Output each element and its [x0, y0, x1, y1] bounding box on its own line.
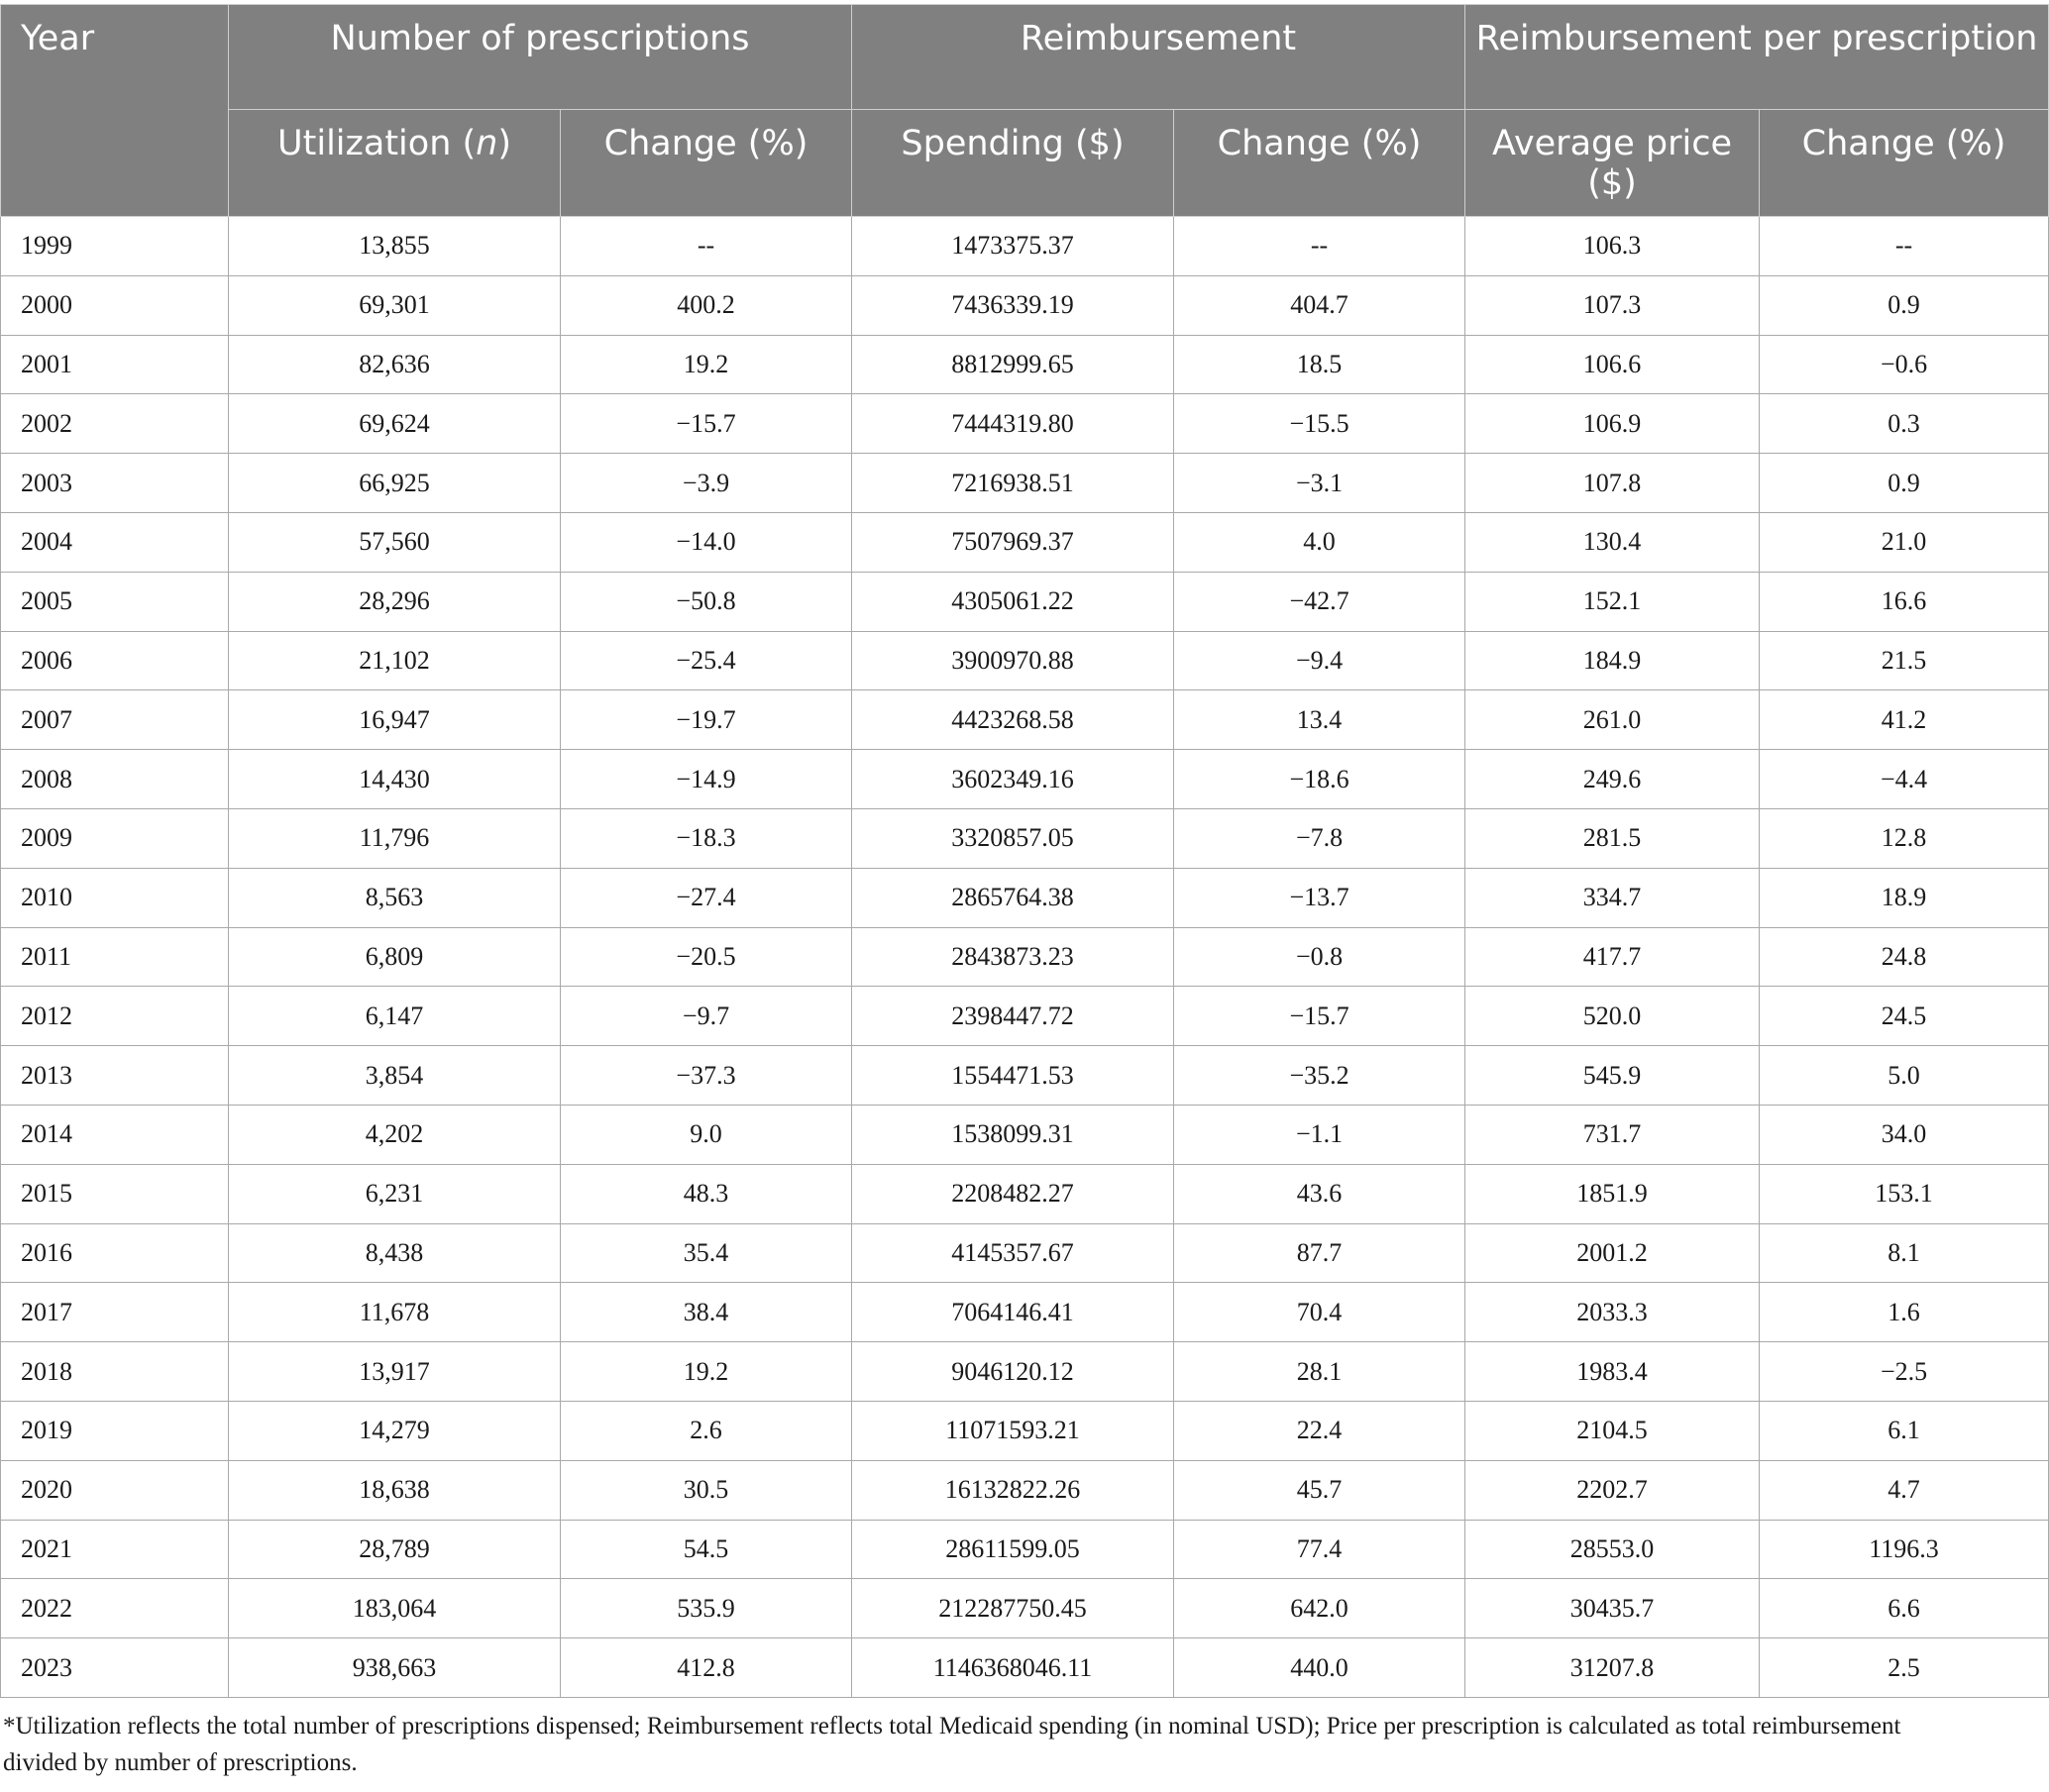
average-price-cell: 184.9	[1465, 631, 1760, 690]
table-row	[1, 572, 2049, 631]
table-row	[1, 868, 2049, 927]
table-row	[1, 275, 2049, 335]
spending-cell: 28611599.05	[852, 1520, 1174, 1579]
utilization-cell: 8,563	[229, 868, 561, 927]
year-cell: 2002	[1, 394, 229, 454]
average-price-cell: 2033.3	[1465, 1283, 1760, 1342]
table-row	[1, 512, 2049, 572]
year-cell: 2008	[1, 750, 229, 809]
utilization-change-cell: −3.9	[561, 454, 852, 513]
spending-cell: 3602349.16	[852, 750, 1174, 809]
table-row	[1, 1342, 2049, 1402]
spending-change-cell: 87.7	[1174, 1223, 1465, 1283]
spending-cell: 1538099.31	[852, 1105, 1174, 1164]
spending-change-cell: 28.1	[1174, 1342, 1465, 1402]
prescription-table	[0, 4, 2049, 1698]
table-row	[1, 1223, 2049, 1283]
header-utilization-italic: n	[476, 124, 498, 163]
average-price-cell: 130.4	[1465, 512, 1760, 572]
table-row	[1, 750, 2049, 809]
average-price-cell: 107.3	[1465, 275, 1760, 335]
utilization-cell: 69,301	[229, 275, 561, 335]
utilization-change-cell: 412.8	[561, 1638, 852, 1698]
spending-change-cell: 18.5	[1174, 335, 1465, 394]
table-row	[1, 690, 2049, 750]
year-cell: 2013	[1, 1046, 229, 1106]
header-change-reimbursement: Change (%)	[1174, 110, 1465, 217]
utilization-change-cell: −14.9	[561, 750, 852, 809]
spending-cell: 1554471.53	[852, 1046, 1174, 1106]
utilization-cell: 183,064	[229, 1579, 561, 1638]
year-cell: 2007	[1, 690, 229, 750]
spending-change-cell: 22.4	[1174, 1401, 1465, 1460]
utilization-change-cell: −18.3	[561, 808, 852, 868]
average-price-cell: 152.1	[1465, 572, 1760, 631]
table-row	[1, 1520, 2049, 1579]
price-change-cell: 24.5	[1760, 987, 2049, 1046]
spending-change-cell: −15.7	[1174, 987, 1465, 1046]
spending-change-cell: 440.0	[1174, 1638, 1465, 1698]
spending-change-cell: --	[1174, 217, 1465, 276]
table-header	[1, 5, 2049, 217]
spending-cell: 7444319.80	[852, 394, 1174, 454]
year-cell: 2016	[1, 1223, 229, 1283]
spending-change-cell: 4.0	[1174, 512, 1465, 572]
spending-cell: 2398447.72	[852, 987, 1174, 1046]
spending-cell: 7507969.37	[852, 512, 1174, 572]
utilization-cell: 28,789	[229, 1520, 561, 1579]
spending-change-cell: −0.8	[1174, 927, 1465, 987]
year-cell: 2015	[1, 1164, 229, 1223]
table-row	[1, 631, 2049, 690]
utilization-cell: 6,231	[229, 1164, 561, 1223]
utilization-cell: 18,638	[229, 1460, 561, 1520]
table-container	[0, 4, 2049, 1781]
average-price-cell: 545.9	[1465, 1046, 1760, 1106]
utilization-change-cell: 48.3	[561, 1164, 852, 1223]
year-cell: 2006	[1, 631, 229, 690]
year-cell: 1999	[1, 217, 229, 276]
spending-cell: 4423268.58	[852, 690, 1174, 750]
year-cell: 2023	[1, 1638, 229, 1698]
spending-change-cell: −7.8	[1174, 808, 1465, 868]
header-utilization-post: )	[497, 124, 511, 163]
price-change-cell: 12.8	[1760, 808, 2049, 868]
utilization-change-cell: 9.0	[561, 1105, 852, 1164]
price-change-cell: 2.5	[1760, 1638, 2049, 1698]
spending-cell: 1146368046.11	[852, 1638, 1174, 1698]
spending-change-cell: 77.4	[1174, 1520, 1465, 1579]
average-price-cell: 334.7	[1465, 868, 1760, 927]
spending-cell: 7216938.51	[852, 454, 1174, 513]
utilization-change-cell: −25.4	[561, 631, 852, 690]
year-cell: 2011	[1, 927, 229, 987]
price-change-cell: 6.6	[1760, 1579, 2049, 1638]
price-change-cell: 0.3	[1760, 394, 2049, 454]
spending-cell: 3320857.05	[852, 808, 1174, 868]
price-change-cell: −2.5	[1760, 1342, 2049, 1402]
spending-cell: 16132822.26	[852, 1460, 1174, 1520]
year-cell: 2021	[1, 1520, 229, 1579]
utilization-change-cell: 535.9	[561, 1579, 852, 1638]
spending-change-cell: 45.7	[1174, 1460, 1465, 1520]
spending-cell: 4145357.67	[852, 1223, 1174, 1283]
utilization-cell: 28,296	[229, 572, 561, 631]
spending-change-cell: −42.7	[1174, 572, 1465, 631]
header-change-prescriptions: Change (%)	[561, 110, 852, 217]
average-price-cell: 417.7	[1465, 927, 1760, 987]
table-row	[1, 1401, 2049, 1460]
table-row	[1, 1164, 2049, 1223]
year-cell: 2009	[1, 808, 229, 868]
spending-cell: 7436339.19	[852, 275, 1174, 335]
average-price-cell: 731.7	[1465, 1105, 1760, 1164]
average-price-cell: 520.0	[1465, 987, 1760, 1046]
average-price-cell: 281.5	[1465, 808, 1760, 868]
year-cell: 2017	[1, 1283, 229, 1342]
spending-change-cell: −3.1	[1174, 454, 1465, 513]
utilization-change-cell: −50.8	[561, 572, 852, 631]
utilization-change-cell: 19.2	[561, 1342, 852, 1402]
utilization-change-cell: 38.4	[561, 1283, 852, 1342]
average-price-cell: 2202.7	[1465, 1460, 1760, 1520]
year-cell: 2010	[1, 868, 229, 927]
spending-change-cell: −13.7	[1174, 868, 1465, 927]
price-change-cell: 21.5	[1760, 631, 2049, 690]
spending-change-cell: 404.7	[1174, 275, 1465, 335]
price-change-cell: 1.6	[1760, 1283, 2049, 1342]
table-body	[1, 217, 2049, 1698]
spending-change-cell: 642.0	[1174, 1579, 1465, 1638]
price-change-cell: 1196.3	[1760, 1520, 2049, 1579]
spending-cell: 7064146.41	[852, 1283, 1174, 1342]
utilization-change-cell: --	[561, 217, 852, 276]
utilization-change-cell: 2.6	[561, 1401, 852, 1460]
spending-cell: 212287750.45	[852, 1579, 1174, 1638]
spending-cell: 1473375.37	[852, 217, 1174, 276]
utilization-change-cell: 35.4	[561, 1223, 852, 1283]
price-change-cell: 0.9	[1760, 275, 2049, 335]
table-row	[1, 1579, 2049, 1638]
price-change-cell: --	[1760, 217, 2049, 276]
spending-cell: 8812999.65	[852, 335, 1174, 394]
utilization-cell: 69,624	[229, 394, 561, 454]
table-row	[1, 987, 2049, 1046]
header-group-prescriptions: Number of prescriptions	[229, 5, 852, 110]
spending-change-cell: −1.1	[1174, 1105, 1465, 1164]
average-price-cell: 28553.0	[1465, 1520, 1760, 1579]
table-row	[1, 217, 2049, 276]
table-row	[1, 808, 2049, 868]
year-cell: 2020	[1, 1460, 229, 1520]
spending-cell: 3900970.88	[852, 631, 1174, 690]
table-row	[1, 927, 2049, 987]
header-spending: Spending ($)	[852, 110, 1174, 217]
average-price-cell: 249.6	[1465, 750, 1760, 809]
header-change-price: Change (%)	[1760, 110, 2049, 217]
average-price-cell: 30435.7	[1465, 1579, 1760, 1638]
average-price-cell: 1851.9	[1465, 1164, 1760, 1223]
price-change-cell: 34.0	[1760, 1105, 2049, 1164]
utilization-change-cell: −15.7	[561, 394, 852, 454]
table-row	[1, 1283, 2049, 1342]
average-price-cell: 106.6	[1465, 335, 1760, 394]
year-cell: 2005	[1, 572, 229, 631]
utilization-cell: 3,854	[229, 1046, 561, 1106]
utilization-change-cell: 400.2	[561, 275, 852, 335]
spending-change-cell: −9.4	[1174, 631, 1465, 690]
spending-cell: 4305061.22	[852, 572, 1174, 631]
header-utilization-pre: Utilization (	[277, 124, 477, 163]
spending-change-cell: −18.6	[1174, 750, 1465, 809]
price-change-cell: 21.0	[1760, 512, 2049, 572]
table-row	[1, 454, 2049, 513]
table-row	[1, 394, 2049, 454]
spending-cell: 11071593.21	[852, 1401, 1174, 1460]
spending-cell: 9046120.12	[852, 1342, 1174, 1402]
utilization-change-cell: −37.3	[561, 1046, 852, 1106]
utilization-cell: 938,663	[229, 1638, 561, 1698]
spending-cell: 2843873.23	[852, 927, 1174, 987]
utilization-cell: 57,560	[229, 512, 561, 572]
price-change-cell: 41.2	[1760, 690, 2049, 750]
utilization-cell: 82,636	[229, 335, 561, 394]
utilization-cell: 13,855	[229, 217, 561, 276]
utilization-change-cell: −14.0	[561, 512, 852, 572]
table-row	[1, 1046, 2049, 1106]
utilization-cell: 11,678	[229, 1283, 561, 1342]
utilization-change-cell: 19.2	[561, 335, 852, 394]
spending-change-cell: 13.4	[1174, 690, 1465, 750]
spending-cell: 2208482.27	[852, 1164, 1174, 1223]
price-change-cell: 0.9	[1760, 454, 2049, 513]
price-change-cell: 4.7	[1760, 1460, 2049, 1520]
year-cell: 2004	[1, 512, 229, 572]
year-cell: 2018	[1, 1342, 229, 1402]
average-price-cell: 2104.5	[1465, 1401, 1760, 1460]
utilization-cell: 13,917	[229, 1342, 561, 1402]
spending-cell: 2865764.38	[852, 868, 1174, 927]
utilization-change-cell: −9.7	[561, 987, 852, 1046]
utilization-cell: 21,102	[229, 631, 561, 690]
price-change-cell: 8.1	[1760, 1223, 2049, 1283]
header-year: Year	[1, 5, 229, 217]
price-change-cell: 18.9	[1760, 868, 2049, 927]
average-price-cell: 106.9	[1465, 394, 1760, 454]
utilization-change-cell: −20.5	[561, 927, 852, 987]
utilization-change-cell: 30.5	[561, 1460, 852, 1520]
year-cell: 2022	[1, 1579, 229, 1638]
average-price-cell: 261.0	[1465, 690, 1760, 750]
footnote: *Utilization reflects the total number of prescriptions dispensed; Reimbursement reflects total Medicaid spending (in nominal USD); Price per prescription is calculated as total reimbursement divided by number of prescriptions.	[3, 1712, 1901, 1776]
header-average-price: Average price ($)	[1465, 110, 1760, 217]
price-change-cell: 24.8	[1760, 927, 2049, 987]
year-cell: 2014	[1, 1105, 229, 1164]
table-row	[1, 1460, 2049, 1520]
header-utilization	[229, 110, 561, 217]
year-cell: 2019	[1, 1401, 229, 1460]
utilization-change-cell: 54.5	[561, 1520, 852, 1579]
utilization-cell: 11,796	[229, 808, 561, 868]
price-change-cell: −0.6	[1760, 335, 2049, 394]
utilization-cell: 14,430	[229, 750, 561, 809]
table-row	[1, 335, 2049, 394]
utilization-cell: 6,809	[229, 927, 561, 987]
year-cell: 2001	[1, 335, 229, 394]
year-cell: 2012	[1, 987, 229, 1046]
year-cell: 2000	[1, 275, 229, 335]
utilization-cell: 8,438	[229, 1223, 561, 1283]
header-group-per-prescription: Reimbursement per prescription	[1465, 5, 2049, 110]
table-row	[1, 1638, 2049, 1698]
header-row-groups	[1, 5, 2049, 110]
utilization-cell: 16,947	[229, 690, 561, 750]
average-price-cell: 107.8	[1465, 454, 1760, 513]
table-row	[1, 1105, 2049, 1164]
spending-change-cell: −35.2	[1174, 1046, 1465, 1106]
average-price-cell: 106.3	[1465, 217, 1760, 276]
utilization-cell: 66,925	[229, 454, 561, 513]
spending-change-cell: 70.4	[1174, 1283, 1465, 1342]
price-change-cell: 5.0	[1760, 1046, 2049, 1106]
price-change-cell: −4.4	[1760, 750, 2049, 809]
utilization-cell: 4,202	[229, 1105, 561, 1164]
header-group-reimbursement: Reimbursement	[852, 5, 1465, 110]
utilization-change-cell: −19.7	[561, 690, 852, 750]
utilization-cell: 14,279	[229, 1401, 561, 1460]
average-price-cell: 2001.2	[1465, 1223, 1760, 1283]
spending-change-cell: 43.6	[1174, 1164, 1465, 1223]
price-change-cell: 153.1	[1760, 1164, 2049, 1223]
average-price-cell: 1983.4	[1465, 1342, 1760, 1402]
utilization-change-cell: −27.4	[561, 868, 852, 927]
price-change-cell: 16.6	[1760, 572, 2049, 631]
spending-change-cell: −15.5	[1174, 394, 1465, 454]
year-cell: 2003	[1, 454, 229, 513]
price-change-cell: 6.1	[1760, 1401, 2049, 1460]
utilization-cell: 6,147	[229, 987, 561, 1046]
average-price-cell: 31207.8	[1465, 1638, 1760, 1698]
header-row-columns	[1, 110, 2049, 217]
